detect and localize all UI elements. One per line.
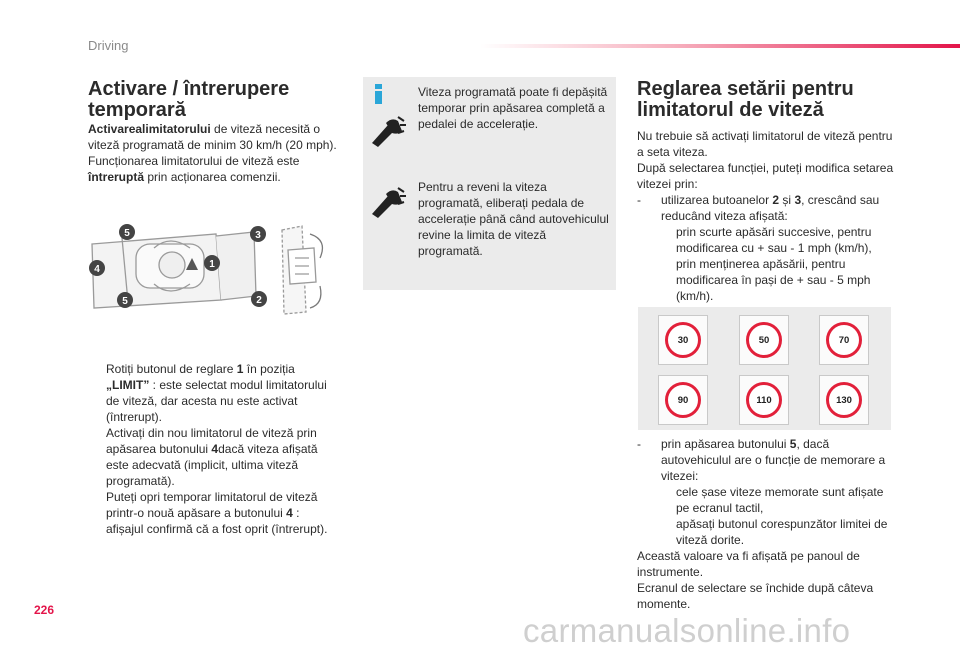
speed-signs-panel bbox=[638, 307, 891, 430]
list-item bbox=[88, 425, 338, 489]
speed-sign-label: 50 bbox=[746, 322, 782, 358]
speed-sign-130 bbox=[819, 375, 869, 425]
speed-sign-label: 70 bbox=[826, 322, 862, 358]
activation-steps-list bbox=[88, 361, 338, 537]
diagram-label-5a: 5 bbox=[124, 228, 130, 239]
intro-text-2: prin acționarea comenzii. bbox=[144, 170, 281, 184]
list-item bbox=[637, 516, 895, 548]
dash-bold: 5 bbox=[789, 437, 797, 451]
step-bold: „LIMIT” bbox=[106, 378, 150, 392]
closing-paragraph-1: Această valoare va fi afișată pe panoul de instrumente. bbox=[637, 549, 860, 579]
list-item bbox=[88, 361, 338, 425]
speed-sign-label: 130 bbox=[826, 382, 862, 418]
dash-marker: - bbox=[637, 193, 641, 207]
foot-pedal-release-icon bbox=[368, 186, 408, 220]
sub-item-text: prin scurte apăsări succesive, pentru modificarea cu + sau - 1 mph (km/h), bbox=[676, 225, 872, 255]
speed-sign-70 bbox=[819, 315, 869, 365]
right-memory-block bbox=[637, 436, 895, 612]
info-icon bbox=[372, 84, 386, 104]
speed-sign-label: 30 bbox=[665, 322, 701, 358]
dash2-sub-list bbox=[637, 484, 895, 548]
list-item bbox=[637, 224, 895, 256]
dash-text: și bbox=[779, 193, 795, 207]
right-section-title: Reglarea setării pentru limitatorul de viteză bbox=[637, 78, 854, 121]
list-item bbox=[88, 489, 338, 537]
info-text-exceed-speed: Viteza programată poate fi depășită temporar prin apăsarea completă a pedalei de accelerație. bbox=[418, 85, 608, 131]
list-item bbox=[637, 484, 895, 516]
steering-stalk-diagram bbox=[88, 222, 338, 322]
diagram-label-3: 3 bbox=[255, 230, 261, 241]
header-accent-bar bbox=[480, 44, 960, 48]
list-item bbox=[637, 192, 895, 224]
info-text-return-speed: Pentru a reveni la viteza programată, eliberați pedala de accelerație până când autovehiculul revine la limita de viteză programată. bbox=[418, 180, 609, 258]
diagram-label-4: 4 bbox=[94, 264, 100, 275]
speed-sign-110 bbox=[739, 375, 789, 425]
diagram-label-5b: 5 bbox=[122, 296, 128, 307]
left-intro-paragraph bbox=[88, 121, 338, 185]
intro-bold-interrupted: întreruptă bbox=[88, 170, 145, 184]
right-intro-paragraph: Nu trebuie să activați limitatorul de viteză pentru a seta viteza. bbox=[637, 129, 893, 159]
left-section-title: Activare / întrerupere temporară bbox=[88, 78, 290, 121]
dash-marker: - bbox=[637, 437, 641, 451]
step-text: în poziția bbox=[243, 362, 295, 376]
list-item bbox=[637, 436, 895, 484]
list-item bbox=[637, 256, 895, 304]
step-text: : este selectat modul limitatorului de viteză, dar acesta nu este activat (întrerupt). bbox=[106, 378, 327, 424]
speed-sign-label: 110 bbox=[746, 382, 782, 418]
step-text: Puteți opri temporar limitatorul de viteză printr-o nouă apăsare a butonului bbox=[106, 490, 318, 520]
diagram-label-2: 2 bbox=[256, 295, 262, 306]
right-intro-block bbox=[637, 128, 895, 304]
speed-sign-50 bbox=[739, 315, 789, 365]
sub-item-text: cele șase viteze memorate sunt afișate pe ecranul tactil, bbox=[676, 485, 884, 515]
right-after-select-paragraph: După selectarea funcției, puteți modifica setarea vitezei prin: bbox=[637, 161, 894, 191]
watermark: carmanualsonline.info bbox=[523, 612, 851, 649]
closing-paragraph-2: Ecranul de selectare se închide după câteva momente. bbox=[637, 581, 874, 611]
dash-text: , crescând sau reducând viteza afișată: bbox=[661, 193, 880, 223]
page-number: 226 bbox=[34, 603, 55, 617]
step-bold: 4 bbox=[211, 442, 219, 456]
speed-sign-label: 90 bbox=[665, 382, 701, 418]
sub-item-text: prin menținerea apăsării, pentru modificarea în pași de + sau - 5 mph (km/h). bbox=[676, 257, 871, 303]
foot-pedal-press-icon bbox=[368, 115, 408, 149]
intro-text-1: de viteză necesită o viteză programată de minim 30 km/h (20 mph). Funcționarea limitatorului de viteză este bbox=[88, 122, 337, 168]
dash1-sub-list bbox=[637, 224, 895, 304]
step-text: dacă viteza afișată este adecvată (implicit, ultima viteză programată). bbox=[106, 442, 318, 488]
dash-bold: 2 bbox=[772, 193, 780, 207]
dash-bold: 3 bbox=[794, 193, 802, 207]
step-text: : afișajul confirmă că a fost oprit (întrerupt). bbox=[106, 506, 328, 536]
step-bold: 1 bbox=[236, 362, 244, 376]
intro-bold-activation: Activarealimitatorului bbox=[88, 122, 211, 136]
speed-sign-90 bbox=[658, 375, 708, 425]
section-label: Driving bbox=[88, 38, 129, 53]
step-text: Activați din nou limitatorul de viteză prin apăsarea butonului bbox=[106, 426, 317, 456]
step-bold: 4 bbox=[286, 506, 293, 520]
speed-sign-30 bbox=[658, 315, 708, 365]
dash-text: utilizarea butoanelor bbox=[661, 193, 773, 207]
sub-item-text: apăsați butonul corespunzător limitei de viteză dorite. bbox=[676, 517, 888, 547]
diagram-label-1: 1 bbox=[209, 259, 215, 270]
step-text: Rotiți butonul de reglare bbox=[106, 362, 237, 376]
dash-text: prin apăsarea butonului bbox=[661, 437, 790, 451]
dash-text: , dacă autovehiculul are o funcție de memorare a vitezei: bbox=[661, 437, 886, 483]
